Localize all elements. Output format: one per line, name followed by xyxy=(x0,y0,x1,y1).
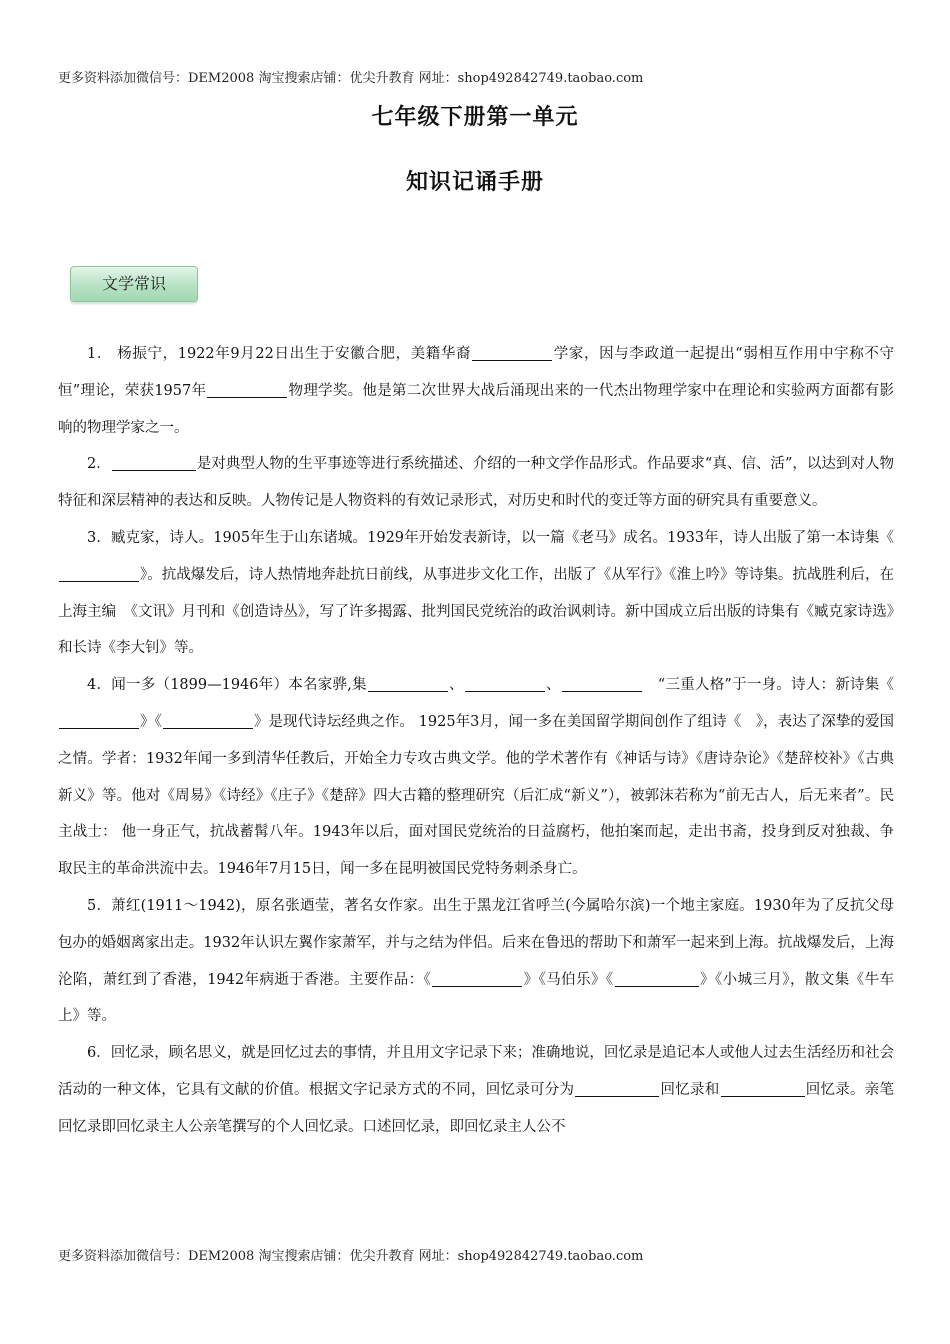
item-4-sep-2: 、 xyxy=(545,677,561,694)
item-5-text-c: 》《小城三月》，散文集《牛车上》等。 xyxy=(58,971,895,1025)
footer-note: 更多资料添加微信号：DEM2008 淘宝搜索店铺：优尖升教育 网址：shop492842749.taobao.com xyxy=(58,1249,644,1264)
item-1-text-a: 1． 杨振宁，1922年9月22日出生于安徽合肥，美籍华裔 xyxy=(87,346,472,362)
item-1-text-b: 学家，因与李政道一起提出“弱相互作用中宇称不守恒”理论，荣获1957年 xyxy=(58,346,894,399)
fill-blank xyxy=(562,674,642,692)
item-3-text-b: 》。抗战爆发后，诗人热情地奔赴抗日前线，从事进步文化工作，出版了《从军行》《淮上吟》等诗集。抗战胜利后，在上海主编 《文讯》月刊和《创造诗丛》，写了许多揭露、批判国民党统治的政治讽刺诗。新中国成立后出版的诗集有《臧克家诗选》和长诗《李大钊》等。 xyxy=(58,566,894,657)
page-title: 七年级下册第一单元 xyxy=(371,104,579,130)
fill-blank xyxy=(59,564,139,582)
item-4 xyxy=(58,667,894,888)
item-2-text-b: 是对典型人物的生平事迹等进行系统描述、介绍的一种文学作品形式。作品要求“真、信、活”，以达到对人物特征和深层精神的表达和反映。人物传记是人物资料的有效记录形式，对历史和时代的变迁等方面的研究具有重要意义。 xyxy=(58,456,894,510)
fill-blank xyxy=(472,343,552,361)
item-6-text-b: 回忆录和 xyxy=(660,1081,720,1098)
header-note: 更多资料添加微信号：DEM2008 淘宝搜索店铺：优尖升教育 网址：shop492842749.taobao.com xyxy=(58,71,644,86)
fill-blank xyxy=(721,1079,805,1097)
item-3-text-a: 3．臧克家，诗人。1905年生于山东诸城。1929年开始发表新诗，以一篇《老马》成名。1933年，诗人出版了第一本诗集《 xyxy=(87,529,894,546)
fill-blank xyxy=(59,711,139,729)
fill-blank xyxy=(465,674,545,692)
fill-blank xyxy=(207,380,287,398)
item-1-text-c: 物理学奖。他是第二次世界大战后涌现出来的一代杰出物理学家中在理论和实验两方面都有影响的物理学家之一。 xyxy=(58,382,894,436)
item-2 xyxy=(58,446,894,520)
fill-blank xyxy=(368,674,448,692)
item-4-text-a: 4．闻一多（1899—1946年）本名家骅,集 xyxy=(87,677,367,694)
page-subtitle: 知识记诵手册 xyxy=(405,169,544,195)
item-5 xyxy=(58,888,894,1035)
fill-blank xyxy=(575,1079,659,1097)
fill-blank xyxy=(432,969,522,987)
item-6-text-a: 6．回忆录，顾名思义，就是回忆过去的事情，并且用文字记录下来；准确地说，回忆录是追记本人或他人过去生活经历和社会活动的一种文体，它具有文献的价值。根据文字记录方式的不同，回忆录可分为 xyxy=(58,1045,894,1098)
fill-blank xyxy=(163,711,253,729)
item-3 xyxy=(58,520,894,667)
item-4-text-b: “三重人格”于一身。诗人：新诗集《 xyxy=(642,677,895,694)
item-5-text-b: 》《马伯乐》《 xyxy=(523,971,614,988)
item-6 xyxy=(58,1035,894,1145)
item-5-text-a: 5．萧红(1911～1942)，原名张迺莹，著名女作家。出生于黑龙江省呼兰(今属哈尔滨)一个地主家庭。1930年为了反抗父母包办的婚姻离家出走。1932年认识左翼作家萧军，并与之结为伴侣。后来在鲁迅的帮助下和萧军一起来到上海。抗战爆发后，上海沦陷，萧红到了香港，1942年病逝于香港。主要作品：《 xyxy=(58,897,894,988)
item-1 xyxy=(58,336,894,446)
item-6-text-c: 回忆录。亲笔回忆录即回忆录主人公亲笔撰写的个人回忆录。口述回忆录，即回忆录主人公不 xyxy=(58,1081,894,1135)
item-2-text-a: 2． xyxy=(87,456,111,473)
fill-blank xyxy=(112,453,196,471)
item-4-text-c: 》《 xyxy=(140,713,162,730)
item-4-text-d: 》是现代诗坛经典之作。 1925年3月，闻一多在美国留学期间创作了组诗《 》，表达了深挚的爱国之情。学者：1932年闻一多到清华任教后，开始全力专攻古典文学。他的学术著作有《神话与诗》《唐诗杂论》《楚辞校补》《古典新义》等。他对《周易》《诗经》《庄子》《楚辞》四大古籍的整理研究（后汇成“新义”），被郭沫若称为“前无古人，后无来者”。民主战士： 他一身正气，抗战蓄髯八年。1943年以后，面对国民党统治的日益腐朽，他拍案而起，走出书斋，投身到反对独裁、争取民主的革命洪流中去。1946年7月15日，闻一多在昆明被国民党特务刺杀身亡。 xyxy=(58,713,895,878)
document-body xyxy=(58,336,894,1146)
fill-blank xyxy=(615,969,699,987)
item-4-sep-1: 、 xyxy=(448,677,464,694)
section-badge-literature: 文学常识 xyxy=(70,266,198,302)
